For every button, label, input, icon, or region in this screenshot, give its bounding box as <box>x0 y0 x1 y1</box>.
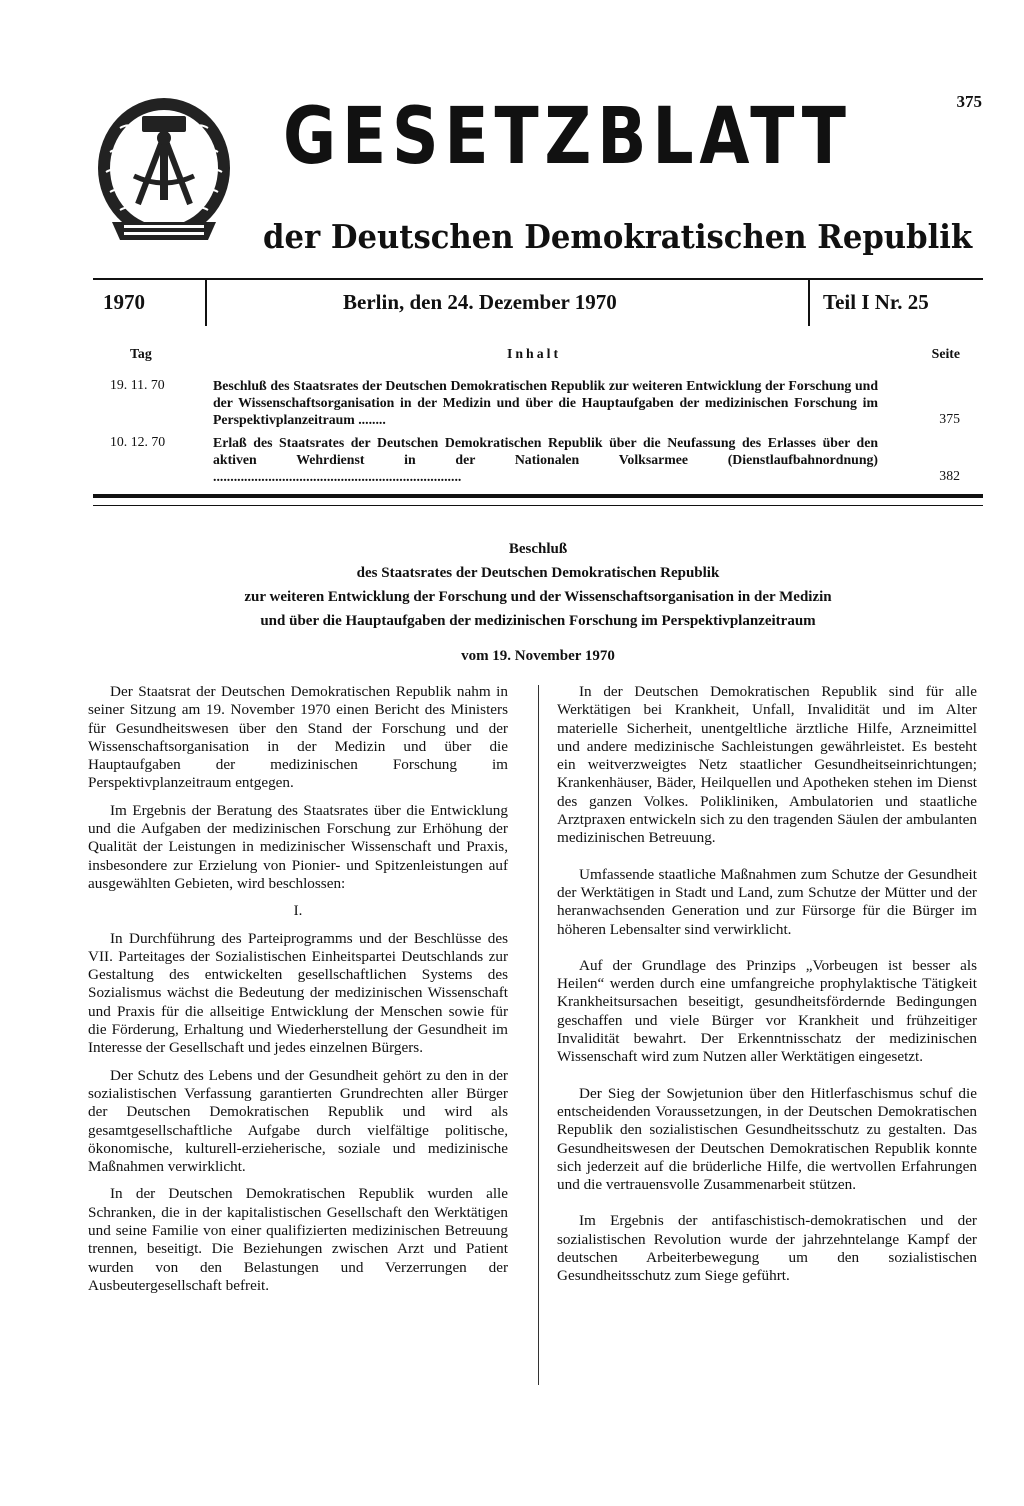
column-divider <box>538 685 539 1385</box>
decree-heading-line: des Staatsrates der Deutschen Demokratischen Republik <box>356 565 720 581</box>
issue-part-number: Teil I Nr. 25 <box>823 290 929 314</box>
paragraph: Der Staatsrat der Deutschen Demokratischen Republik nahm in seiner Sitzung am 19. November 1970 einen Bericht des Ministers für Gesundheitswesen über den Stand der Forschung und der Wissenschaftsorganisation in der Medizin und über die Hauptaufgaben der medizinischen Forschung im Perspektivplanzeitraum entgegen. <box>88 683 508 792</box>
toc-col-day: Tag <box>130 346 152 361</box>
toc-col-page: Seite <box>931 346 960 361</box>
issue-bar <box>93 278 983 326</box>
section-divider <box>93 494 983 498</box>
paragraph: Der Sieg der Sowjetunion über den Hitlerfaschismus schuf die entscheidenden Voraussetzungen, in der Deutschen Demokratischen Republik den sozialistischen Gesundheitsschutz zu gestalten. Das Gesundheitswesen der Deutschen Demokratischen Republik konnte sich jederzeit auf die brüderliche Hilfe, die wertvollen Erfahrungen und die vertrauensvolle Zusammenarbeit stützen. <box>557 1084 977 1194</box>
paragraph: In Durchführung des Parteiprogramms und der Beschlüsse des VII. Parteitages der Sozialistischen Einheitspartei Deutschlands zur Gestaltung des entwickelten gesellschaftlichen Systems des Sozialismus wächst die Bedeutung der medizinischen Wissenschaft und Praxis für die allseitige Entwicklung der Menschen sowie für die Förderung, Erhaltung und Wiederherstellung der Gesundheit im Interesse der Gesellschaft und jedes einzelnen Bürgers. <box>88 929 508 1057</box>
paragraph: Auf der Grundlage des Prinzips „Vorbeugen ist besser als Heilen“ werden durch eine umfangreiche prophylaktische Tätigkeit Krankheitsursachen beseitigt, gesundheitsfördernde Bedingungen geschaffen und viele Bürger vor Krankheit und frühzeitiger Invalidität bewahrt. Der Erkenntnisschatz der medizinischen Wissenschaft wird zum Nutzen aller Werktätigen eingesetzt. <box>557 956 977 1066</box>
text-column-left <box>88 683 508 1304</box>
paragraph: Im Ergebnis der Beratung des Staatsrates über die Entwicklung und die Aufgaben der medizinischen Forschung zur Erhöhung der Qualität der Leistungen in medizinischer Wissenschaft und Praxis, insbesondere zur Erzielung von Pionier- und Spitzenleistungen auf ausgewählten Gebieten, wird beschlossen: <box>88 801 508 892</box>
decree-heading-line: Beschluß <box>508 541 568 557</box>
decree-heading <box>93 537 983 633</box>
toc-entry-page: 375 <box>939 411 960 426</box>
decree-heading-line: und über die Hauptaufgaben der medizinischen Forschung im Perspektivplanzeitraum <box>260 613 816 629</box>
toc-col-contents: Inhalt <box>507 346 562 361</box>
toc-entry-title: Erlaß des Staatsrates der Deutschen Demokratischen Republik über die Neufassung des Erlasses über den aktiven Wehrdienst in der Nationalen Volksarmee (Dienstlaufbahnordnung) ........................................................................ <box>213 435 878 484</box>
paragraph: Im Ergebnis der antifaschistisch-demokratischen und der sozialistischen Revolution wurde der jahrzehntelange Kampf der deutschen Arbeiterbewegung um den sozialistischen Gesundheitsschutz zum Siege geführt. <box>557 1212 977 1285</box>
issue-separator <box>205 280 207 326</box>
paragraph: In der Deutschen Demokratischen Republik wurden alle Schranken, die in der kapitalistischen Gesellschaft den Werktätigen und seine Familie von einer qualifizierten medizinischen Betreuung trennen, beseitigt. Die Beziehungen zwischen Arzt und Patient wurden von den Belastungen und Verzerrungen der Ausbeutergesellschaft befreit. <box>88 1185 508 1294</box>
toc-entry-page: 382 <box>939 468 960 483</box>
section-number: I. <box>293 903 303 920</box>
issue-year: 1970 <box>103 290 145 314</box>
state-emblem-icon <box>90 92 238 252</box>
masthead-title: GESETZBLATT <box>283 92 852 182</box>
toc-entry-date: 19. 11. 70 <box>110 377 165 392</box>
decree-heading-line: zur weiteren Entwicklung der Forschung und der Wissenschaftsorganisation in der Medizin <box>244 589 832 605</box>
section-divider <box>93 505 983 506</box>
toc-entry-date: 10. 12. 70 <box>110 434 166 449</box>
page-number: 375 <box>956 92 982 111</box>
paragraph: In der Deutschen Demokratischen Republik sind für alle Werktätigen bei Krankheit, Unfall, Invalidität und im Alter materielle Sicherheit, unentgeltliche ärztliche Hilfe, Arzneimittel und andere medizinische Sachleistungen gewährleistet. Es besteht ein weitverzweigtes Netz staatlicher Gesundheitseinrichtungen; Krankenhäuser, Bäder, Heilquellen und Apotheken stehen im Dienst des ganzen Volkes. Polikliniken, Ambulatorien und staatliche Arztpraxen entwickeln sich zu den tragenden Säulen der ambulanten medizinischen Betreuung. <box>557 683 977 847</box>
text-column-right <box>557 683 977 1295</box>
paragraph: Der Schutz des Lebens und der Gesundheit gehört zu den in der sozialistischen Verfassung garantierten Grundrechten aller Bürger der Deutschen Demokratischen Republik und wird als gesamtgesellschaftliche Aufgabe durch vielfältige politische, ökonomische, kulturell-erzieherische, soziale und medizinische Maßnahmen verwirklicht. <box>88 1066 508 1176</box>
issue-separator <box>808 280 810 326</box>
issue-place-date: Berlin, den 24. Dezember 1970 <box>343 290 617 314</box>
paragraph: Umfassende staatliche Maßnahmen zum Schutze der Gesundheit der Werktätigen in Stadt und Land, zum Schutze der Mütter und der heranwachsenden Generation und zur Fürsorge für die Bürger im höheren Lebensalter sind verwirklicht. <box>557 865 977 938</box>
toc-entry-title: Beschluß des Staatsrates der Deutschen Demokratischen Republik zur weiteren Entwicklung der Forschung und der Wissenschaftsorganisation in der Medizin und über die Hauptaufgaben der medizinischen Forschung im Perspektivplanzeitraum ........ <box>213 378 878 427</box>
decree-date: vom 19. November 1970 <box>461 648 615 664</box>
masthead-subtitle: der Deutschen Demokratischen Republik <box>263 217 973 256</box>
